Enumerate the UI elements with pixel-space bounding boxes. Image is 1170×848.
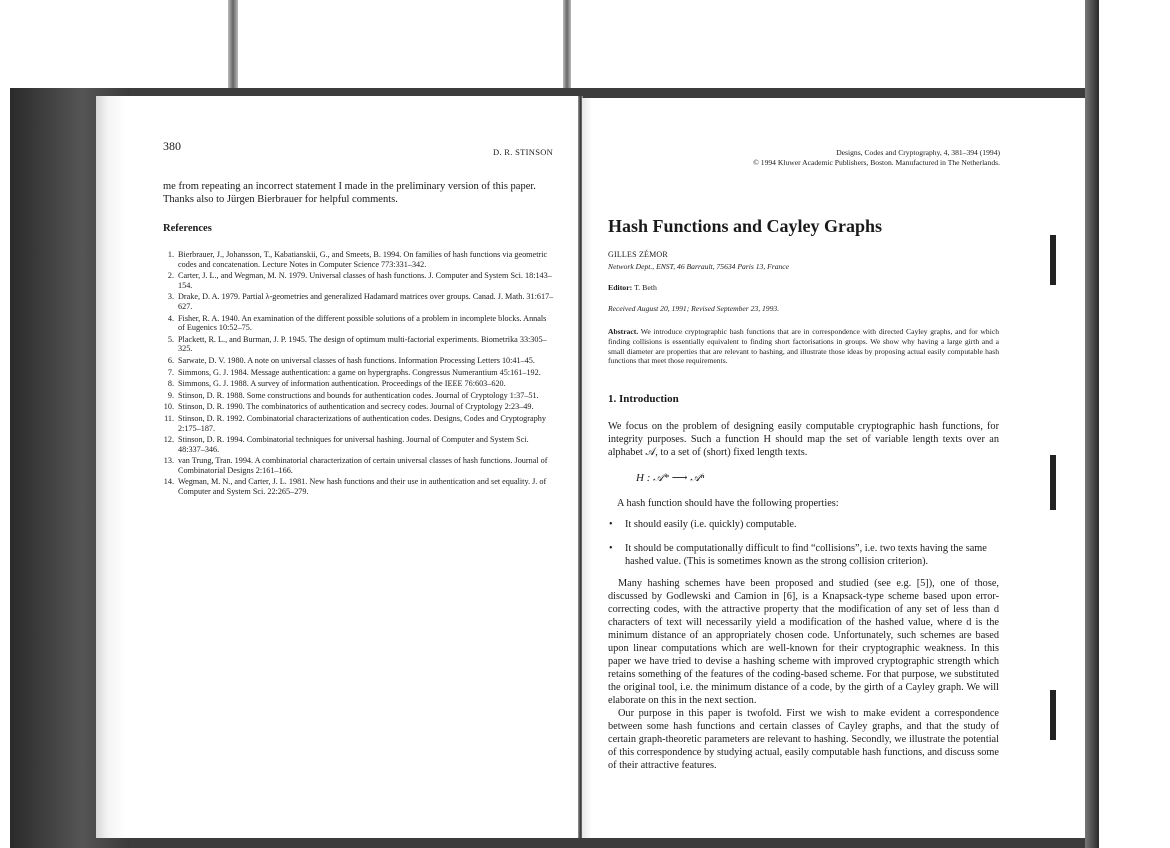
body-text [608,577,999,772]
reference-text: Stinson, D. R. 1990. The combinatorics of authentication and secrecy codes. Journal of Cryptology 2:23–49. [178,402,534,412]
reference-text: Wegman, M. N., and Carter, J. L. 1981. New hash functions and their use in authentication and set equality. J. of Computer and System Sci. 22:265–279. [178,477,547,497]
received-dates: Received August 20, 1991; Revised September 23, 1993. [608,304,780,313]
bullet-icon: • [609,519,613,530]
abstract-label: Abstract. [608,327,639,336]
bullet-item [609,518,1001,532]
page-edge-mark [1050,455,1056,510]
ack-line: Thanks also to Jürgen Bierbrauer for helpful comments. [163,193,398,205]
reference-text: Stinson, D. R. 1988. Some constructions and bounds for authentication codes. Journal of Cryptology 1:37–51. [178,390,539,400]
reference-number: 14. [163,477,174,487]
reference-number: 12. [163,435,174,445]
bullet-text [625,542,1001,568]
reference-item [162,456,554,475]
editor-name: T. Beth [634,283,657,292]
reference-item [162,391,554,401]
reference-item [162,292,554,311]
binding-post-left [228,0,238,90]
reference-number: 5. [167,334,174,344]
reference-text: Stinson, D. R. 1992. Combinatorial characterizations of authentication codes. Designs, Codes and Cryptography 2:175–187. [178,413,546,433]
reference-item [162,477,554,496]
references-list [162,250,554,499]
reference-text: Simmons, G. J. 1984. Message authentication: a game on hypergraphs. Congressus Numerantium 45:161–192. [178,367,541,377]
bullet-line: It should be computationally difficult to find “collisions”, i.e. two texts having the same [625,543,987,554]
journal-header [700,148,1000,167]
journal-citation: Designs, Codes and Cryptography, 4, 381–394 (1994) [836,148,1000,157]
abstract-text: We introduce cryptographic hash functions that are in correspondence with directed Cayley graphs, and for which finding collisions is essentially equivalent to finding short factorisations in groups. We show why having a large girth and a small diameter are properties that are relevant to hashing, and illustrate those ideas by proposing actual easily computable hash functions that meet those requirements. [608,327,999,366]
reference-text: Stinson, D. R. 1994. Combinatorial techniques for universal hashing. Journal of Computer and System Sci. 48:337–346. [178,435,529,454]
paper-title: Hash Functions and Cayley Graphs [608,216,883,236]
reference-text: Bierbrauer, J., Johansson, T., Kabatianskii, G., and Smeets, B. 1994. On families of hash functions via geometric codes and concatenation. Lecture Notes in Computer Science 773:331–342. [178,250,548,269]
reference-item [162,250,554,269]
reference-number: 3. [167,292,174,302]
intro-paragraph [608,420,999,459]
reference-item [162,335,554,354]
reference-text: Drake, D. A. 1979. Partial λ-geometries and generalized Hadamard matrices over groups. Canad. J. Math. 31:617–627. [178,292,554,311]
reference-item [162,271,554,290]
reference-item [162,414,554,433]
page-edge-mark [1050,235,1056,285]
reference-item [162,368,554,378]
page-number: 380 [163,139,181,153]
hash-formula: H : 𝒜* ⟶ 𝒜ⁿ [636,472,705,484]
reference-item [162,435,554,454]
reference-number: 4. [167,313,174,323]
ack-line: me from repeating an incorrect statement I made in the preliminary version of this paper. [163,181,536,192]
abstract [608,327,999,366]
intro-text: We focus on the problem of designing easily computable cryptographic hash functions, for integrity purposes. Such a function H should map the set of variable length texts over an alphabet 𝒜, to a set of (short) fixed length texts. [608,421,999,458]
reference-number: 2. [167,271,174,281]
bullet-line: hashed value. (This is sometimes known as the strong collision criterion). [625,556,929,567]
page-edge-mark [1050,690,1056,740]
reference-text: Sarwate, D. V. 1980. A note on universal classes of hash functions. Information Processing Letters 10:41–45. [178,355,535,365]
running-head: D. R. STINSON [493,147,554,157]
reference-item [162,379,554,389]
reference-number: 10. [163,402,174,412]
binding-post-right [563,0,571,90]
reference-text: Plackett, R. L., and Burman, J. P. 1945. The design of optimum multi-factorial experiments. Biometrika 33:305–325. [178,334,547,354]
author-affiliation: Network Dept., ENST, 46 Barrault, 75634 Paris 13, France [608,262,790,271]
bullet-icon: • [609,543,613,554]
bullet-text: It should easily (i.e. quickly) computable. [625,519,797,530]
reference-number: 11. [164,413,174,423]
author-name: GILLES ZÉMOR [608,250,668,259]
acknowledgement [163,181,555,206]
reference-number: 7. [167,367,174,377]
reference-text: van Trung, Tran. 1994. A combinatorial characterization of certain universal classes of hash functions. Journal of Combinatorial Designs 2:161–166. [178,456,548,475]
section-heading: 1. Introduction [608,393,679,405]
bullet-item [609,542,1001,570]
properties-intro: A hash function should have the following properties: [617,498,839,509]
references-heading: References [163,223,212,234]
reference-item [162,356,554,366]
right-edge-shadow [1085,0,1099,848]
reference-number: 13. [163,456,174,466]
reference-item [162,314,554,333]
paragraph: Our purpose in this paper is twofold. First we wish to make evident a correspondence between some hash functions and certain classes of Cayley graphs, and that the study of certain graph-theoretic parameters are relevant to hashing. Secondly, we illustrate the potential of this correspondence by studying actual, easily computable hash functions, and discuss some of their attractive features. [608,708,999,771]
reference-text: Fisher, R. A. 1940. An examination of the different possible solutions of a problem in incomplete blocks. Annals of Eugenics 10:52–75. [178,313,547,333]
reference-number: 6. [167,355,174,365]
paragraph: Many hashing schemes have been proposed and studied (see e.g. [5]), one of those, discussed by Godlewski and Camion in [6], is a Knapsack-type scheme based upon error-correcting codes, with the attractive property that the modification of any set of less than d characters of text will necessarily yield a modification of the hashed value, where d is the minimum distance of an appropriately chosen code. Unfortunately, such schemes are based upon linear computations which are well-known for their cryptographic weakness. In this paper we have tried to devise a hashing scheme with improved cryptographic strength which retains something of the features of the coding-based scheme. For that purpose, we substituted the original tool, i.e. the minimum distance of a code, by the girth of a Cayley graph. We will elaborate on this in the next section. [608,578,999,706]
reference-item [162,402,554,412]
reference-text: Carter, J. L., and Wegman, M. N. 1979. Universal classes of hash functions. J. Computer and System Sci. 18:143–154. [178,271,552,290]
editor-line [608,283,657,292]
reference-number: 8. [167,379,174,389]
reference-number: 1. [167,250,174,259]
editor-label: Editor: [608,283,633,292]
reference-number: 9. [167,390,174,400]
copyright-line: © 1994 Kluwer Academic Publishers, Boston. Manufactured in The Netherlands. [753,157,1000,167]
reference-text: Simmons, G. J. 1988. A survey of information authentication. Proceedings of the IEEE 76:603–620. [178,379,506,389]
